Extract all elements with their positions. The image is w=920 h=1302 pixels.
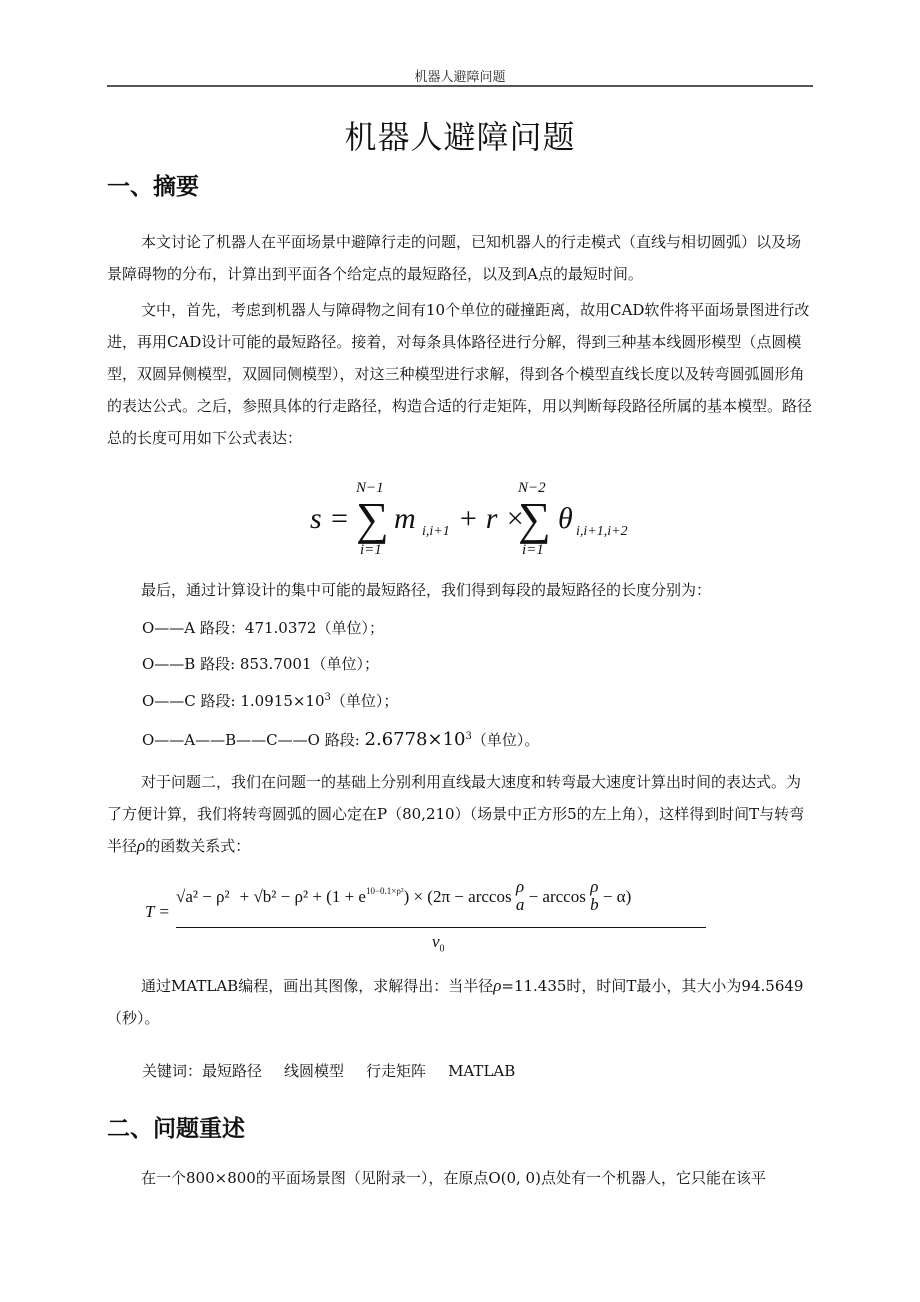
section-heading-abstract: 一、摘要 <box>107 174 199 200</box>
abstract-paragraph-1: 本文讨论了机器人在平面场景中避障行走的问题，已知机器人的行走模式（直线与相切圆弧）以及场景障碍物的分布，计算出到平面各个给定点的最短路径，以及到A点的最短时间。 <box>107 233 802 283</box>
time-formula-numerator <box>176 877 632 914</box>
fraction-rho-over-b <box>590 878 599 914</box>
keywords-label: 关键词： <box>142 1062 203 1080</box>
result-unit: （单位）； <box>330 692 399 710</box>
restatement-paragraph-1: 在一个800×800的平面场景图（见附录一），在原点O(0, 0)点处有一个机器人，它只能在该平 <box>141 1169 766 1187</box>
sum1-upper: N−1 <box>356 480 384 496</box>
sum2-upper: N−2 <box>518 480 546 496</box>
keyword: 最短路径 <box>202 1062 263 1080</box>
term-theta: θ <box>558 502 573 535</box>
result-line-oa <box>142 617 384 638</box>
velocity-symbol: v <box>432 932 440 951</box>
fraction-denominator: a <box>515 895 525 914</box>
paragraph-text-end: =11.435时，时间T最小，其大小为94.5649（秒）。 <box>107 977 804 1027</box>
sqrt-b-term: + √b² − ρ² <box>239 886 309 906</box>
keyword: 行走矩阵 <box>366 1062 427 1080</box>
result-label: O——A——B——C——O 路段: <box>142 731 365 749</box>
time-formula-lhs: T = <box>145 902 170 921</box>
result-unit: （单位）； <box>311 655 380 673</box>
term-m: m <box>394 502 416 535</box>
result-unit: （单位）。 <box>471 731 540 749</box>
sum1-sigma: ∑ <box>356 493 389 544</box>
result-label: O——C 路段: <box>142 692 241 710</box>
paragraph-text: 对于问题二，我们在问题一的基础上分别利用直线最大速度和转弯最大速度计算出时间的表达式。为了方便计算，我们将转弯圆弧的圆心定在P（80,210）（场景中正方形5的左上角），这样得到时间T与转弯半径 <box>107 773 805 855</box>
keywords-line <box>142 1060 515 1081</box>
result-exponent: 3 <box>465 731 472 742</box>
result-label: O——B 路段: <box>142 655 240 673</box>
time-formula-denominator <box>432 932 445 954</box>
running-header: 机器人避障问题 <box>414 70 506 85</box>
result-unit: （单位）； <box>316 619 384 637</box>
alpha-term: − α) <box>602 886 632 906</box>
fraction-denominator: b <box>590 895 599 914</box>
result-line-oc <box>142 690 398 711</box>
abstract-paragraph-2: 文中，首先，考虑到机器人与障碍物之间有10个单位的碰撞距离，故用CAD软件将平面场景图进行改进，再用CAD设计可能的最短路径。接着，对每条具体路径进行分解，得到三种基本线圆形模型（点圆模型，双圆异侧模型，双圆同侧模型），对这三种模型进行求解，得到各个模型直线长度以及转弯圆弧圆形角的表达公式。之后，参照具体的行走路径，构造合适的行走矩阵，用以判断每段路径所属的基本模型。路径总的长度可用如下公式表达： <box>107 301 813 447</box>
time-formula <box>140 878 720 958</box>
fraction-numerator: ρ <box>515 877 525 896</box>
result-value: 1.0915×10 <box>240 692 325 710</box>
velocity-subscript: 0 <box>439 943 445 955</box>
document-title: 机器人避障问题 <box>344 118 576 156</box>
sum2-sigma: ∑ <box>518 493 551 544</box>
keyword: MATLAB <box>448 1062 516 1080</box>
result-value: 471.0372 <box>244 619 317 637</box>
fraction-rho-over-a <box>516 878 525 914</box>
header-rule <box>107 85 813 87</box>
section-heading-restatement: 二、问题重述 <box>107 1116 245 1142</box>
result-line-ob <box>142 653 379 674</box>
paragraph-text-end: 的函数关系式： <box>145 837 251 855</box>
exp-term-exponent: 10−0.1×ρ² <box>365 885 404 896</box>
arccos-term: − arccos <box>528 886 586 906</box>
abstract-paragraph-3: 最后，通过计算设计的集中可能的最短路径，我们得到每段的最短路径的长度分别为： <box>141 581 712 599</box>
path-length-formula <box>310 478 650 568</box>
abstract-paragraph-5 <box>107 970 813 1034</box>
rho-symbol: ρ <box>493 976 502 995</box>
sum1-lower: i=1 <box>360 542 382 558</box>
result-label: O——A 路段： <box>142 619 245 637</box>
fraction-numerator: ρ <box>590 877 599 896</box>
sum2-lower: i=1 <box>522 542 544 558</box>
abstract-paragraph-4 <box>107 766 813 862</box>
rho-symbol: ρ <box>137 836 146 855</box>
result-line-oabco <box>142 729 539 750</box>
fraction-bar <box>176 927 706 928</box>
exp-term-open: + (1 + e <box>312 886 366 906</box>
sqrt-a-term: √a² − ρ² <box>176 886 230 906</box>
result-value: 853.7001 <box>239 655 312 673</box>
result-value: 2.6778×10 <box>364 729 466 750</box>
paragraph-text: 通过MATLAB编程，画出其图像，求解得出：当半径 <box>141 977 494 995</box>
term-theta-subscript: i,i+1,i+2 <box>576 524 628 539</box>
angle-term-open: ) × (2π − arccos <box>403 886 512 906</box>
formula-mid: + r × <box>458 502 526 535</box>
formula-lhs: s = <box>310 502 350 535</box>
keyword: 线圆模型 <box>284 1062 345 1080</box>
term-m-subscript: i,i+1 <box>422 524 450 539</box>
result-exponent: 3 <box>324 692 331 703</box>
